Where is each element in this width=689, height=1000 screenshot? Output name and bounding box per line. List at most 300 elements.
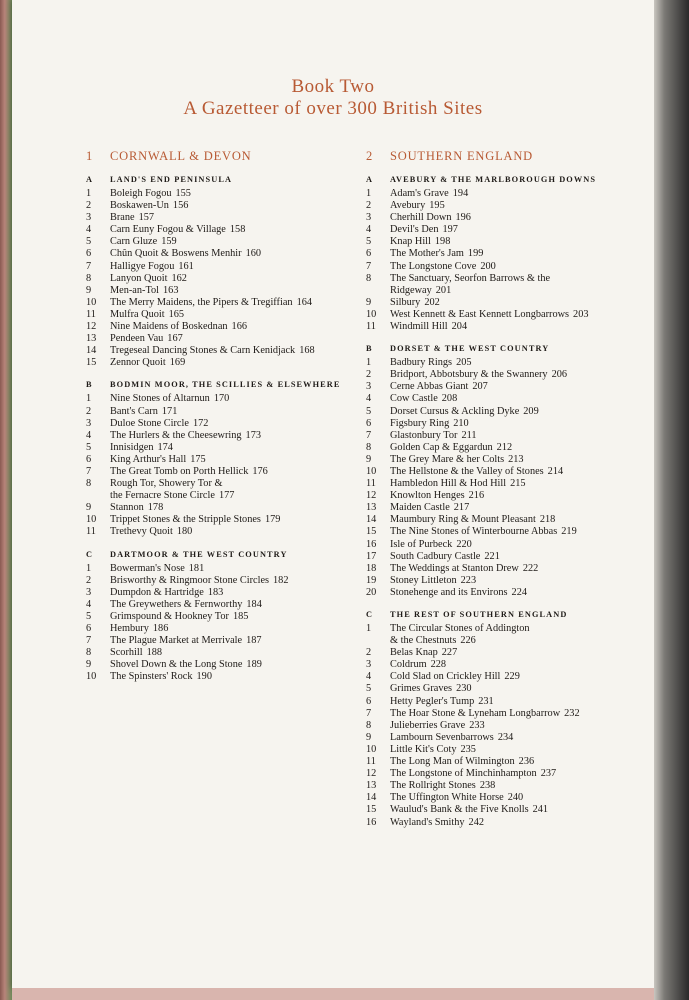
site-name: Boleigh Fogou	[110, 188, 172, 199]
site-entry	[86, 248, 366, 260]
site-entry	[366, 696, 646, 708]
site-entry	[86, 611, 366, 623]
site-number: 7	[86, 260, 92, 272]
site-name-container	[390, 490, 646, 502]
site-entry	[366, 647, 646, 659]
site-number: 12	[86, 321, 97, 333]
site-entry	[86, 514, 366, 526]
site-page-number: 223	[460, 574, 477, 586]
site-name-container	[390, 454, 646, 466]
site-entry	[366, 261, 646, 273]
site-name: Waulud's Bank & the Five Knolls	[390, 804, 529, 816]
site-name-container	[390, 514, 646, 526]
site-name: Cherhill Down	[390, 212, 452, 224]
site-name-container	[110, 478, 366, 502]
site-number: 5	[366, 405, 372, 417]
site-number: 5	[86, 236, 92, 248]
site-entry	[366, 732, 646, 744]
site-entry	[366, 539, 646, 551]
site-number: 8	[366, 441, 372, 453]
site-name: Grimspound & Hookney Tor	[110, 610, 229, 622]
site-name-container	[390, 309, 646, 321]
site-entry	[86, 442, 366, 454]
site-page-number: 238	[479, 780, 496, 792]
gazetteer-section	[86, 548, 366, 684]
site-name: Hambledon Hill & Hod Hill	[390, 478, 507, 490]
site-name: The Longstone of Minchinhampton	[390, 768, 537, 780]
site-name-container	[390, 623, 646, 647]
site-name: Bant's Carn	[110, 405, 158, 417]
site-page-number: 220	[456, 538, 472, 550]
site-entry	[366, 502, 646, 514]
site-name: Halligye Fogou	[110, 260, 175, 272]
site-name: The Uffington White Horse	[390, 792, 504, 804]
site-name-container	[390, 732, 646, 744]
column-right	[366, 147, 646, 829]
site-number: 5	[86, 441, 92, 453]
site-name-container	[110, 406, 366, 418]
section-letter: A	[86, 175, 94, 184]
site-page-number: 190	[196, 671, 212, 683]
site-entry	[366, 418, 646, 430]
site-entry	[366, 768, 646, 780]
site-entry	[366, 756, 646, 768]
site-name-container	[390, 792, 646, 804]
site-number: 3	[366, 212, 372, 224]
site-entry	[86, 526, 366, 538]
site-name: Nine Maidens of Boskednan	[110, 321, 228, 333]
site-page-number: 197	[442, 224, 458, 236]
site-entry	[86, 200, 366, 212]
site-name: The Weddings at Stanton Drew	[390, 562, 519, 574]
book-edge-bottom	[12, 988, 654, 1000]
site-number: 4	[86, 224, 92, 236]
site-name-container	[390, 768, 646, 780]
site-number: 7	[366, 260, 372, 272]
site-entry	[86, 454, 366, 466]
site-name: Tregeseal Dancing Stones & Carn Kenidjack	[110, 345, 296, 357]
site-name: Knowlton Henges	[390, 490, 465, 502]
site-name: The Spinsters' Rock	[110, 671, 193, 683]
site-entry	[366, 683, 646, 695]
site-name-container	[390, 526, 646, 538]
site-number: 7	[86, 465, 92, 477]
site-name: Zennor Quoit	[110, 357, 166, 369]
site-page-number: 209	[523, 405, 539, 417]
column-left	[86, 147, 366, 683]
site-page-number: 241	[532, 804, 549, 816]
site-page-number: 203	[573, 308, 589, 320]
site-number: 9	[86, 284, 92, 296]
section-title: LAND'S END PENINSULA	[110, 175, 233, 184]
site-page-number: 206	[551, 369, 568, 381]
site-name: Wayland's Smithy	[390, 816, 465, 828]
site-name-container	[390, 671, 646, 683]
site-number: 9	[86, 502, 92, 514]
site-page-number: 171	[161, 405, 178, 417]
site-page-number: 168	[299, 345, 315, 357]
site-name-container	[110, 200, 366, 212]
site-entry	[86, 212, 366, 224]
site-entry	[366, 792, 646, 804]
site-number: 2	[86, 200, 92, 212]
site-entry	[366, 575, 646, 587]
site-name-container	[390, 466, 646, 478]
site-number: 6	[366, 695, 372, 707]
section-title: THE REST OF SOUTHERN ENGLAND	[390, 610, 568, 619]
site-number: 11	[366, 321, 376, 333]
site-page-number: 202	[424, 296, 440, 308]
site-name: Lambourn Sevenbarrows	[390, 731, 494, 743]
site-number: 2	[366, 369, 372, 381]
site-name-container	[390, 357, 646, 369]
site-entry	[366, 563, 646, 575]
site-entry	[366, 526, 646, 538]
site-name: West Kennett & East Kennett Longbarrows	[390, 308, 570, 320]
section-letter: B	[86, 380, 93, 390]
site-number: 6	[86, 623, 92, 634]
site-number: 14	[86, 345, 97, 357]
site-number: 10	[86, 671, 97, 683]
site-entry	[86, 345, 366, 357]
site-page-number: 216	[468, 490, 485, 502]
site-name-container	[110, 261, 366, 273]
site-name: Trethevy Quoit	[110, 526, 173, 538]
site-entry	[86, 635, 366, 647]
site-entry	[366, 248, 646, 260]
site-page-number: 178	[147, 502, 164, 514]
site-name-container	[390, 696, 646, 708]
site-number: 4	[366, 671, 372, 683]
site-page-number: 167	[167, 333, 183, 345]
site-name: The Mother's Jam	[390, 248, 464, 260]
site-page-number: 240	[507, 792, 524, 804]
site-number: 1	[86, 188, 92, 199]
site-number: 5	[366, 236, 372, 248]
site-name-container	[110, 393, 366, 405]
site-number: 20	[366, 586, 377, 598]
site-name-container	[390, 442, 646, 454]
site-page-number: 210	[453, 417, 469, 429]
site-number: 3	[86, 212, 92, 224]
site-name-container	[110, 587, 366, 599]
site-entry	[86, 502, 366, 514]
site-name-container	[110, 333, 366, 345]
site-page-number: 170	[213, 393, 230, 405]
site-page-number: 161	[178, 260, 194, 272]
site-number: 1	[366, 623, 372, 634]
site-name-container	[390, 756, 646, 768]
site-page-number: 198	[434, 236, 451, 248]
site-page-number: 177	[218, 490, 235, 502]
site-name: Little Kit's Coty	[390, 743, 457, 755]
site-page-number: 217	[453, 502, 470, 514]
gazetteer-section	[86, 173, 366, 369]
site-entry	[366, 623, 646, 647]
site-entry	[366, 780, 646, 792]
site-name: Avebury	[390, 200, 426, 212]
site-name-container	[390, 188, 646, 200]
region-number: 1	[86, 149, 94, 163]
site-entry	[86, 478, 366, 502]
site-name: Stannon	[110, 502, 144, 514]
site-name-container	[390, 297, 646, 309]
site-name-container	[390, 502, 646, 514]
site-page-number: 234	[497, 731, 514, 743]
site-name-container	[110, 212, 366, 224]
site-entry	[366, 490, 646, 502]
site-page-number: 194	[452, 188, 469, 199]
site-entry	[366, 551, 646, 563]
site-page-number: 218	[539, 514, 556, 526]
site-number: 9	[366, 731, 372, 743]
site-name-container	[390, 720, 646, 732]
site-page-number: 233	[469, 719, 485, 731]
site-entry	[366, 381, 646, 393]
site-entry	[86, 575, 366, 587]
site-number: 9	[86, 659, 92, 671]
site-number: 8	[366, 719, 372, 731]
site-entry	[366, 430, 646, 442]
site-name-container	[110, 418, 366, 430]
site-name: Glastonbury Tor	[390, 429, 458, 441]
site-page-number: 214	[547, 465, 564, 477]
site-number: 5	[366, 683, 372, 695]
site-entry	[86, 599, 366, 611]
site-number: 3	[86, 586, 92, 598]
site-name-container	[390, 212, 646, 224]
site-number: 9	[366, 453, 372, 465]
site-name-container	[110, 248, 366, 260]
site-entry	[366, 297, 646, 309]
site-name: Mulfra Quoit	[110, 308, 165, 320]
site-entry	[366, 273, 646, 297]
site-name-container	[390, 804, 646, 816]
book-subtitle: A Gazetteer of over 300 British Sites	[183, 98, 483, 119]
site-number: 7	[366, 707, 372, 719]
site-name: Scorhill	[110, 647, 143, 659]
site-name: Rough Tor, Showery Tor & the Fernacre Stone Circle	[110, 478, 223, 502]
site-page-number: 222	[522, 562, 539, 574]
site-name: Lanyon Quoit	[110, 272, 168, 284]
site-name: Cerne Abbas Giant	[390, 381, 469, 393]
site-number: 8	[86, 272, 92, 284]
site-page-number: 162	[171, 272, 187, 284]
site-entry	[366, 659, 646, 671]
region-heading	[86, 147, 366, 165]
section-title: DARTMOOR & THE WEST COUNTRY	[110, 549, 288, 559]
site-number: 6	[86, 453, 92, 465]
site-page-number: 172	[192, 417, 209, 429]
site-name-container	[110, 297, 366, 309]
site-entry	[86, 623, 366, 635]
site-page-number: 228	[430, 659, 447, 671]
site-name: Bowerman's Nose	[110, 562, 185, 574]
site-page-number: 212	[496, 441, 513, 453]
site-name-container	[110, 514, 366, 526]
site-name-container	[110, 526, 366, 538]
site-page-number: 208	[441, 393, 458, 405]
site-name: Golden Cap & Eggardun	[390, 441, 493, 453]
site-entry	[366, 212, 646, 224]
site-number: 10	[366, 743, 377, 755]
site-name: Stonehenge and its Environs	[390, 586, 508, 598]
site-name: Trippet Stones & the Stripple Stones	[110, 514, 261, 526]
site-page-number: 242	[468, 816, 484, 828]
site-name: The Great Tomb on Porth Hellick	[110, 465, 249, 477]
site-name-container	[390, 430, 646, 442]
site-entry	[366, 224, 646, 236]
site-name-container	[390, 369, 646, 381]
site-name: Brane	[110, 212, 135, 224]
site-name-container	[110, 357, 366, 369]
site-number: 6	[366, 417, 372, 429]
site-name-container	[110, 273, 366, 285]
site-number: 14	[366, 514, 377, 526]
site-number: 4	[366, 224, 372, 236]
site-page-number: 165	[168, 308, 185, 320]
site-number: 10	[366, 465, 377, 477]
site-name-container	[110, 236, 366, 248]
section-heading	[366, 608, 646, 621]
site-number: 2	[366, 647, 372, 659]
site-name-container	[390, 224, 646, 236]
site-page-number: 164	[296, 296, 313, 308]
site-page-number: 155	[175, 188, 191, 199]
site-name-container	[390, 236, 646, 248]
site-page-number: 175	[190, 453, 206, 465]
site-name-container	[390, 551, 646, 563]
site-entry	[366, 188, 646, 200]
site-entry	[366, 720, 646, 732]
site-name-container	[110, 321, 366, 333]
site-name: The Rollright Stones	[390, 780, 476, 792]
site-name: Dumpdon & Hartridge	[110, 586, 204, 598]
site-number: 2	[86, 405, 92, 417]
site-name: The Hurlers & the Cheesewring	[110, 429, 242, 441]
site-name-container	[390, 659, 646, 671]
site-name-container	[390, 817, 646, 829]
site-number: 11	[86, 526, 96, 538]
site-number: 13	[86, 333, 97, 345]
site-name: Maiden Castle	[390, 502, 450, 514]
site-name: The Grey Mare & her Colts	[390, 453, 505, 465]
section-title: BODMIN MOOR, THE SCILLIES & ELSEWHERE	[110, 380, 341, 390]
site-entry	[86, 273, 366, 285]
site-page-number: 231	[478, 695, 494, 707]
site-number: 12	[366, 490, 377, 502]
gazetteer-section	[366, 608, 646, 829]
site-entry	[366, 514, 646, 526]
site-name-container	[110, 442, 366, 454]
site-number: 1	[366, 188, 372, 199]
site-name: Coldrum	[390, 659, 427, 671]
site-name: The Long Man of Wilmington	[390, 756, 515, 768]
site-page-number: 207	[472, 381, 488, 393]
site-number: 1	[366, 357, 372, 369]
section-title: AVEBURY & THE MARLBOROUGH DOWNS	[390, 175, 597, 184]
region-title: CORNWALL & DEVON	[110, 149, 252, 163]
site-name: Duloe Stone Circle	[110, 417, 189, 429]
site-entry	[86, 285, 366, 297]
site-number: 3	[366, 381, 372, 393]
site-name: South Cadbury Castle	[390, 550, 481, 562]
region-title: SOUTHERN ENGLAND	[390, 149, 533, 163]
site-number: 3	[366, 659, 372, 671]
site-page-number: 169	[169, 357, 186, 369]
site-number: 13	[366, 780, 377, 792]
site-name: Cow Castle	[390, 393, 438, 405]
site-name: The Circular Stones of Addington & the Chestnuts	[390, 623, 530, 647]
site-entry	[366, 200, 646, 212]
section-heading	[86, 378, 366, 391]
site-entry	[86, 236, 366, 248]
page-heading	[12, 76, 654, 120]
site-page-number: 158	[229, 224, 246, 236]
site-entry	[86, 261, 366, 273]
site-page-number: 232	[564, 707, 580, 719]
site-name-container	[390, 321, 646, 333]
site-name-container	[390, 478, 646, 490]
site-entry	[366, 671, 646, 683]
site-entry	[86, 333, 366, 345]
site-name: The Greywethers & Fernworthy	[110, 598, 243, 610]
site-name: Men-an-Tol	[110, 284, 160, 296]
site-number: 8	[366, 272, 372, 284]
site-page-number: 185	[232, 610, 249, 622]
site-page-number: 237	[540, 768, 557, 780]
site-name-container	[390, 647, 646, 659]
site-page-number: 196	[455, 212, 471, 224]
site-name-container	[110, 635, 366, 647]
site-page-number: 219	[561, 526, 577, 538]
site-name: Stoney Littleton	[390, 574, 457, 586]
site-number: 4	[86, 598, 92, 610]
site-name: The Plague Market at Merrivale	[110, 635, 243, 647]
site-page-number: 236	[518, 756, 535, 768]
site-number: 1	[86, 393, 92, 405]
site-entry	[86, 321, 366, 333]
site-number: 11	[86, 308, 96, 320]
site-name-container	[390, 273, 646, 297]
site-name: Isle of Purbeck	[390, 538, 453, 550]
site-name-container	[110, 430, 366, 442]
site-name-container	[390, 708, 646, 720]
site-name-container	[110, 309, 366, 321]
site-number: 10	[86, 514, 97, 526]
site-name-container	[390, 744, 646, 756]
site-name-container	[390, 575, 646, 587]
site-number: 17	[366, 550, 377, 562]
site-page-number: 184	[246, 598, 262, 610]
site-name: Knap Hill	[390, 236, 431, 248]
site-name-container	[110, 454, 366, 466]
site-name: Badbury Rings	[390, 357, 453, 369]
site-page-number: 224	[511, 586, 527, 598]
site-name-container	[390, 563, 646, 575]
site-number: 2	[86, 574, 92, 586]
site-entry	[366, 369, 646, 381]
site-page-number: 221	[484, 550, 500, 562]
site-name-container	[110, 285, 366, 297]
site-number: 11	[366, 478, 376, 490]
site-name: Adam's Grave	[390, 188, 449, 199]
section-heading	[366, 173, 646, 186]
site-number: 9	[366, 296, 372, 308]
site-name: Devil's Den	[390, 224, 439, 236]
site-page-number: 199	[467, 248, 484, 260]
site-entry	[366, 309, 646, 321]
